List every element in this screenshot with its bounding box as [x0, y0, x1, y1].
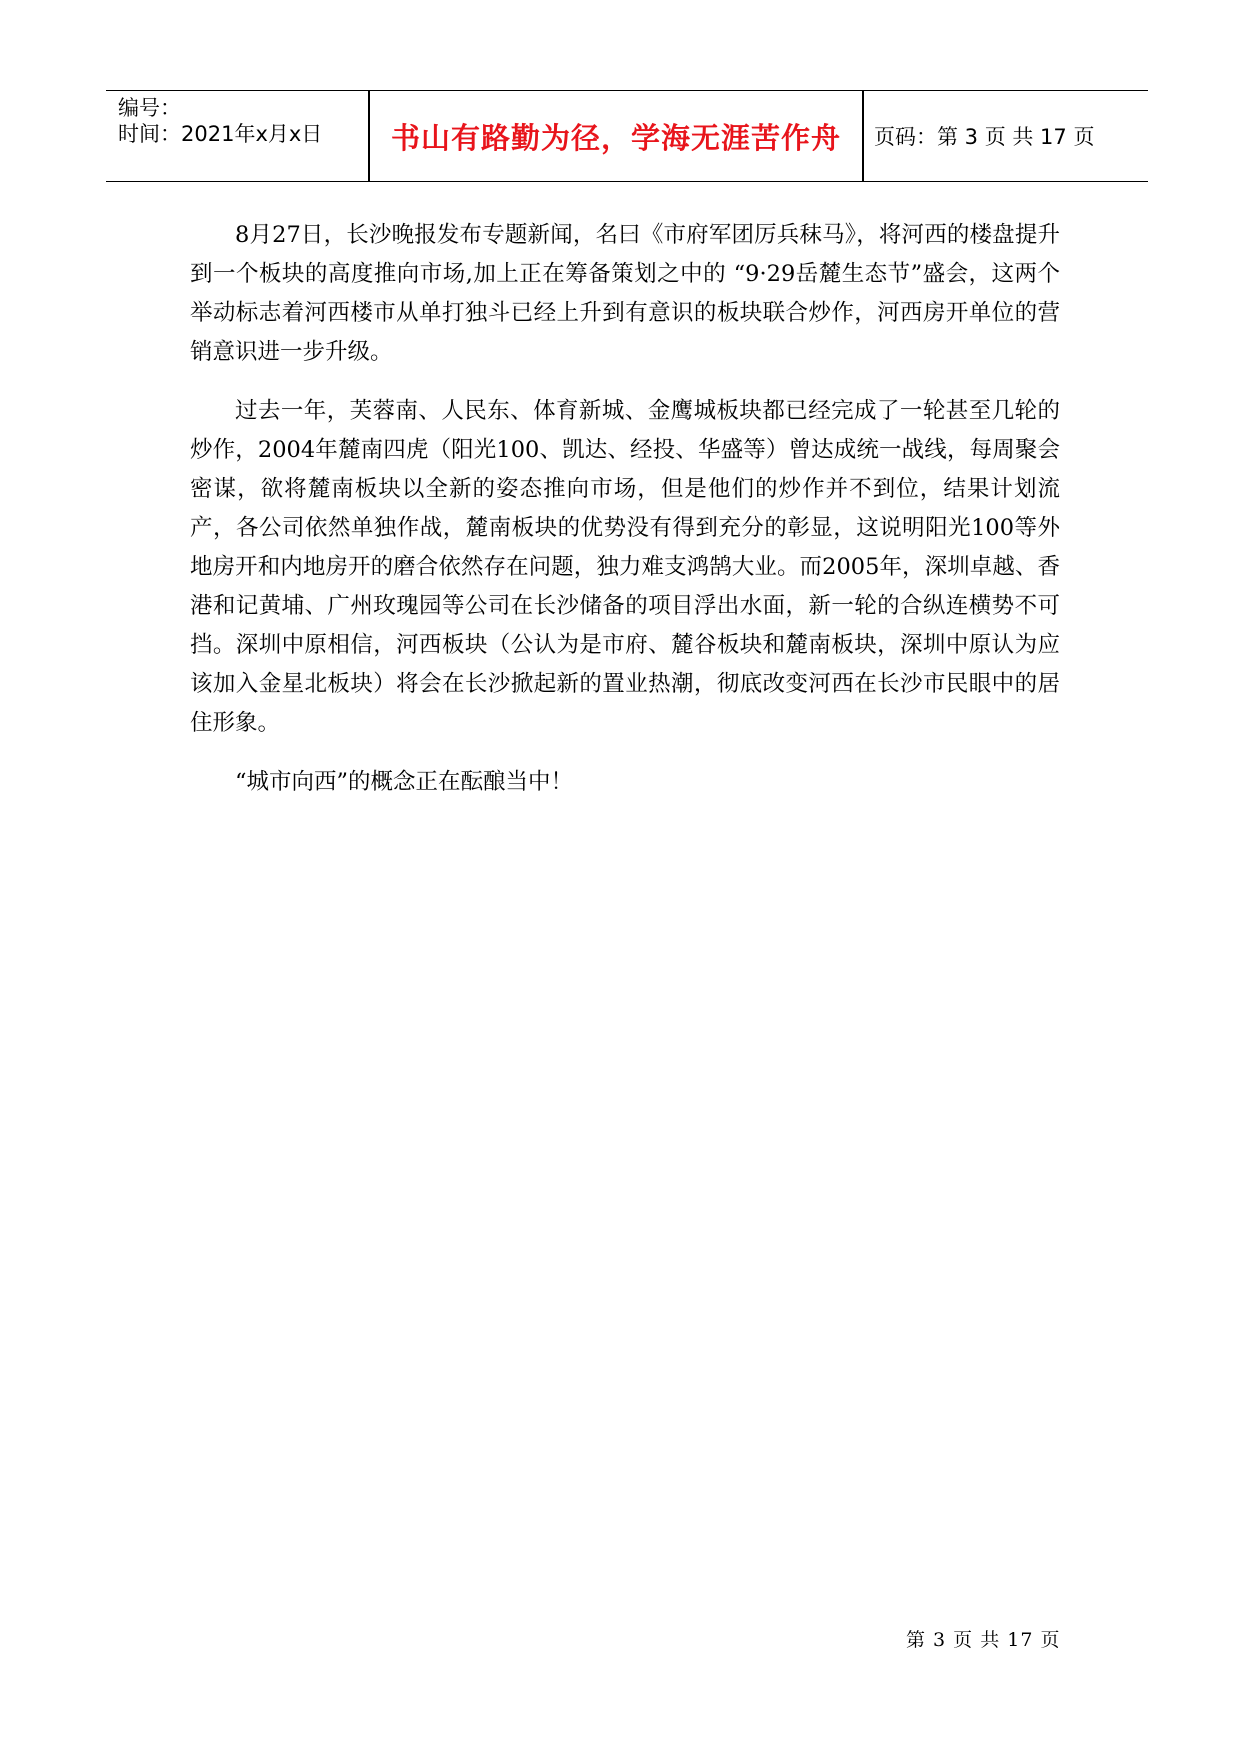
header-meta: [118, 95, 322, 147]
document-number-label: 编号：: [118, 96, 181, 120]
header-motto: 书山有路勤为径，学海无涯苦作舟: [390, 120, 841, 155]
header-page-number: 页码：第 3 页 共 17 页: [874, 125, 1095, 149]
document-time-label: 时间：2021年x月x日: [118, 122, 323, 146]
paragraph: 过去一年，芙蓉南、人民东、体育新城、金鹰城板块都已经完成了一轮甚至几轮的炒作，2004年麓南四虎（阳光100、凯达、经投、华盛等）曾达成统一战线，每周聚会密谋，欲将麓南板块以全新的姿态推向市场，但是他们的炒作并不到位，结果计划流产，各公司依然单独作战，麓南板块的优势没有得到充分的彰显，这说明阳光100等外地房开和内地房开的磨合依然存在问题，独力难支鸿鹄大业。而2005年，深圳卓越、香港和记黄埔、广州玫瑰园等公司在长沙储备的项目浮出水面，新一轮的合纵连横势不可挡。深圳中原相信，河西板块（公认为是市府、麓谷板块和麓南板块，深圳中原认为应该加入金星北板块）将会在长沙掀起新的置业热潮，彻底改变河西在长沙市民眼中的居住形象。: [190, 398, 1060, 736]
page-header: [106, 90, 1148, 182]
paragraph: “城市向西”的概念正在酝酿当中！: [235, 769, 574, 795]
paragraph: 8月27日，长沙晚报发布专题新闻，名曰《市府军团厉兵秣马》，将河西的楼盘提升到一个板块的高度推向市场,加上正在筹备策划之中的 “9·29岳麓生态节”盛会，这两个举动标志着河西楼市从单打独斗已经上升到有意识的板块联合炒作，河西房开单位的营销意识进一步升级。: [190, 222, 1060, 365]
header-divider-right: [862, 91, 864, 181]
document-body: [190, 216, 1060, 822]
footer-page-number: 第 3 页 共 17 页: [906, 1629, 1061, 1651]
